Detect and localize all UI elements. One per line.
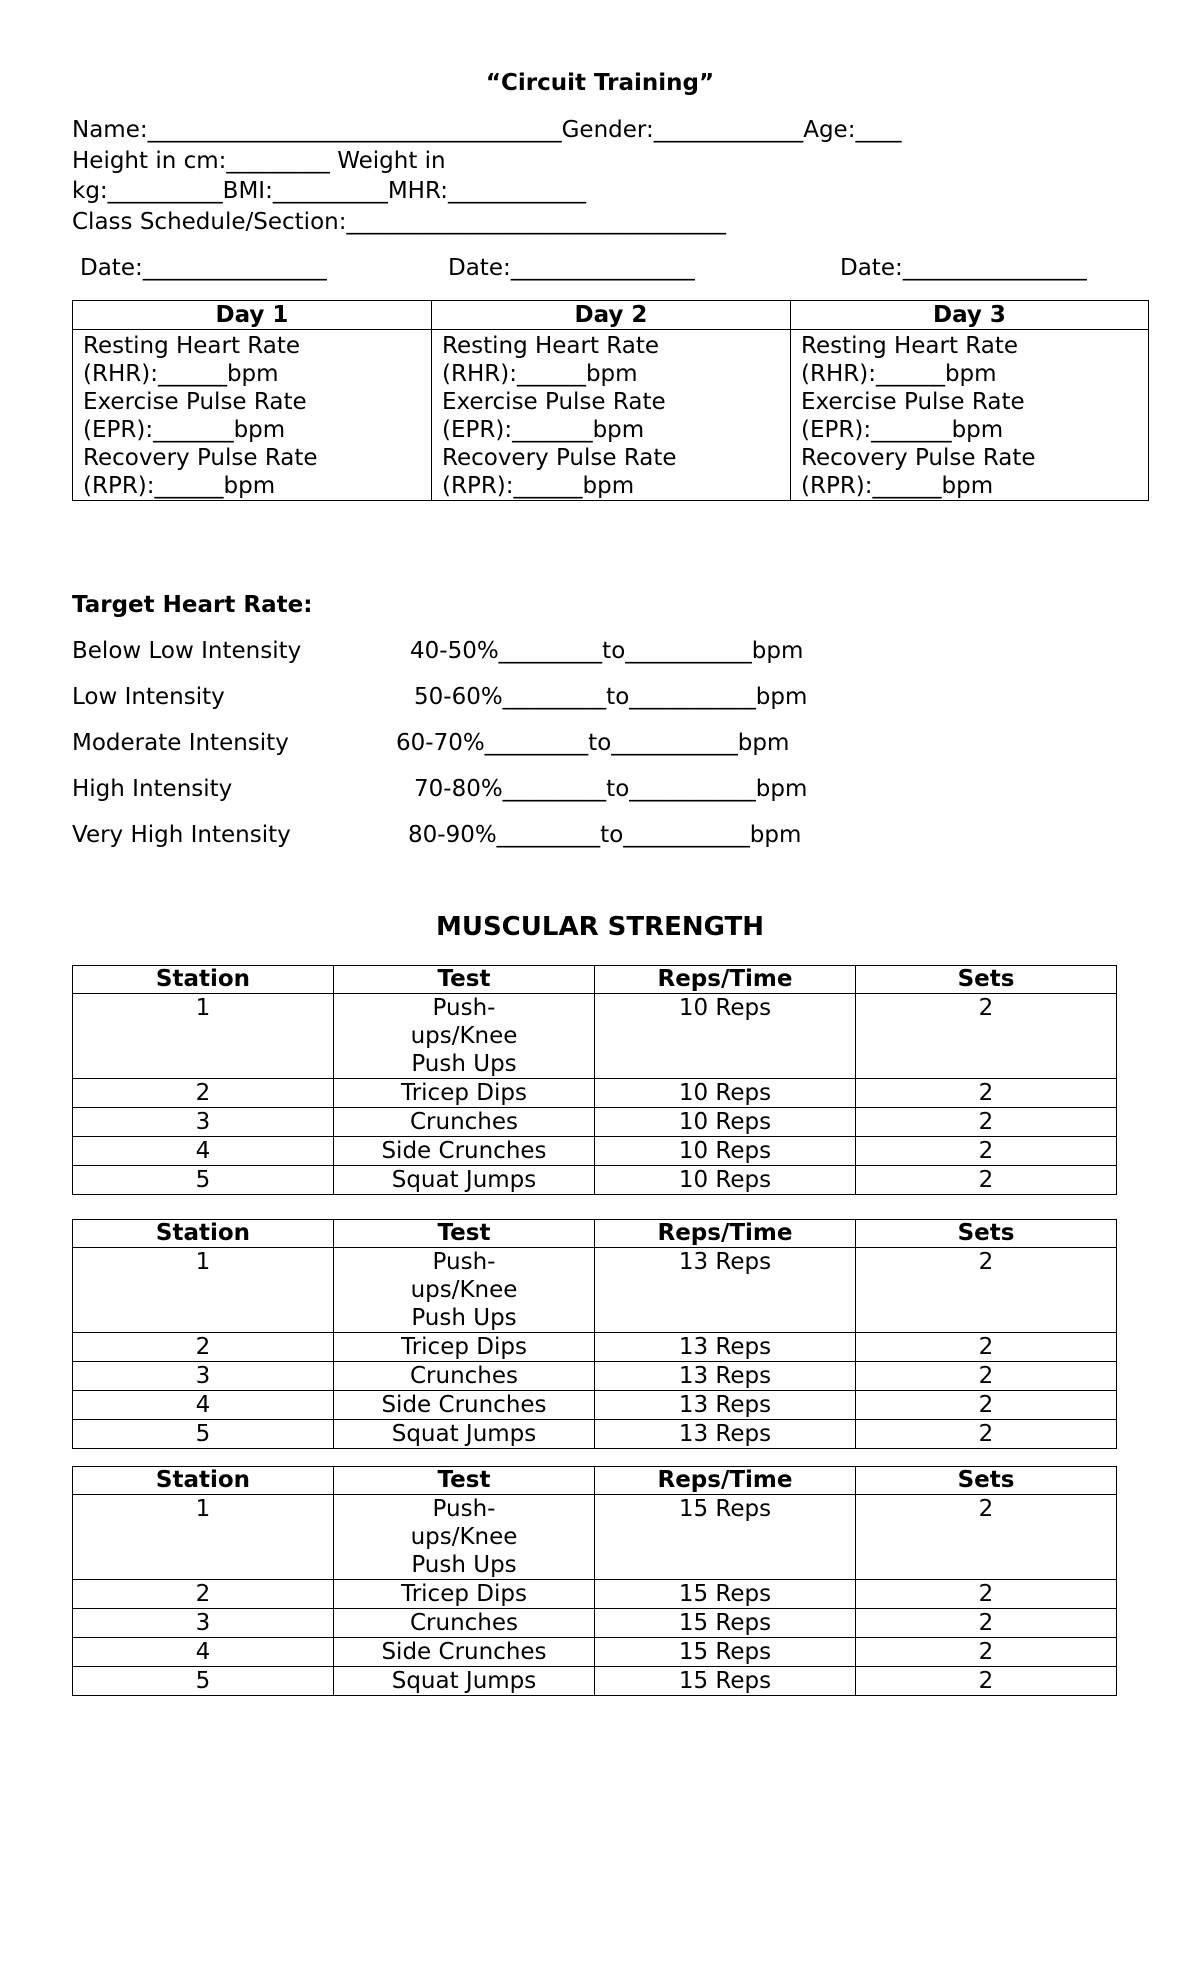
test-cell: Side Crunches: [334, 1638, 595, 1667]
column-header: Station: [73, 1220, 334, 1248]
table-row: [73, 1166, 1117, 1195]
sets-cell: 2: [856, 1420, 1117, 1449]
intensity-label: Low Intensity: [72, 684, 225, 710]
rhr-label: Resting Heart Rate: [442, 333, 660, 359]
rpr-label: Recovery Pulse Rate: [801, 445, 1036, 471]
table-row: [73, 1108, 1117, 1137]
day-header: Day 2: [432, 301, 791, 330]
station-cell: 5: [73, 1667, 334, 1696]
rhr-field[interactable]: (RHR):______bpm: [442, 361, 638, 387]
rpr-field[interactable]: (RPR):______bpm: [801, 473, 994, 499]
sets-cell: 2: [856, 1079, 1117, 1108]
sets-cell: 2: [856, 1495, 1117, 1580]
test-cell: Side Crunches: [334, 1391, 595, 1420]
muscular-strength-heading: MUSCULAR STRENGTH: [435, 912, 765, 942]
sets-cell: 2: [856, 1108, 1117, 1137]
table-row: [73, 1391, 1117, 1420]
test-cell: Crunches: [334, 1609, 595, 1638]
table-row: [73, 994, 1117, 1079]
day-header: Day 1: [73, 301, 432, 330]
station-cell: 2: [73, 1333, 334, 1362]
reps-cell: 10 Reps: [595, 1108, 856, 1137]
station-cell: 1: [73, 994, 334, 1079]
column-header: Reps/Time: [595, 966, 856, 994]
intensity-label: Moderate Intensity: [72, 730, 289, 756]
test-cell: Squat Jumps: [334, 1166, 595, 1195]
sets-cell: 2: [856, 1667, 1117, 1696]
reps-cell: 13 Reps: [595, 1333, 856, 1362]
date-field-3[interactable]: Date:________________: [840, 255, 1087, 281]
sets-cell: 2: [856, 1609, 1117, 1638]
test-cell: Push-ups/Knee Push Ups: [334, 994, 595, 1079]
column-header: Sets: [856, 966, 1117, 994]
day-2-cell[interactable]: [432, 330, 791, 501]
sets-cell: 2: [856, 1166, 1117, 1195]
day-3-cell[interactable]: [791, 330, 1149, 501]
test-cell: Tricep Dips: [334, 1079, 595, 1108]
reps-cell: 10 Reps: [595, 1079, 856, 1108]
table-row: [73, 1667, 1117, 1696]
name-gender-age-field[interactable]: Name:____________________________________Gender:_____________Age:____: [72, 117, 902, 143]
station-cell: 4: [73, 1391, 334, 1420]
test-cell: Squat Jumps: [334, 1667, 595, 1696]
reps-cell: 15 Reps: [595, 1609, 856, 1638]
table-row: [73, 1638, 1117, 1667]
column-header: Reps/Time: [595, 1467, 856, 1495]
table-row: [73, 1420, 1117, 1449]
sets-cell: 2: [856, 1391, 1117, 1420]
column-header: Sets: [856, 1467, 1117, 1495]
reps-cell: 13 Reps: [595, 1420, 856, 1449]
station-cell: 1: [73, 1248, 334, 1333]
table-row: [73, 1580, 1117, 1609]
table-row: [73, 1495, 1117, 1580]
table-row: [73, 1362, 1117, 1391]
class-schedule-field[interactable]: Class Schedule/Section:_________________________________: [72, 209, 726, 235]
station-cell: 2: [73, 1580, 334, 1609]
table-row: [73, 1079, 1117, 1108]
intensity-range-field[interactable]: 80-90%_________to___________bpm: [408, 822, 802, 848]
date-field-2[interactable]: Date:________________: [448, 255, 695, 281]
day-header: Day 3: [791, 301, 1149, 330]
station-cell: 5: [73, 1420, 334, 1449]
test-cell: Crunches: [334, 1108, 595, 1137]
test-cell: Push-ups/Knee Push Ups: [334, 1495, 595, 1580]
intensity-label: Very High Intensity: [72, 822, 291, 848]
sets-cell: 2: [856, 1333, 1117, 1362]
table-row: [73, 1137, 1117, 1166]
sets-cell: 2: [856, 994, 1117, 1079]
epr-label: Exercise Pulse Rate: [83, 389, 307, 415]
reps-cell: 15 Reps: [595, 1495, 856, 1580]
station-cell: 5: [73, 1166, 334, 1195]
epr-field[interactable]: (EPR):_______bpm: [801, 417, 1004, 443]
column-header: Test: [334, 1467, 595, 1495]
page-title: “Circuit Training”: [485, 70, 715, 96]
reps-cell: 10 Reps: [595, 1137, 856, 1166]
column-header: Test: [334, 966, 595, 994]
day-1-cell[interactable]: [73, 330, 432, 501]
heart-rate-day-table: [72, 300, 1149, 501]
reps-cell: 10 Reps: [595, 1166, 856, 1195]
station-cell: 3: [73, 1362, 334, 1391]
station-cell: 1: [73, 1495, 334, 1580]
intensity-label: Below Low Intensity: [72, 638, 302, 664]
intensity-label: High Intensity: [72, 776, 233, 802]
column-header: Test: [334, 1220, 595, 1248]
intensity-range-field[interactable]: 50-60%_________to___________bpm: [414, 684, 808, 710]
column-header: Station: [73, 966, 334, 994]
reps-cell: 15 Reps: [595, 1580, 856, 1609]
epr-field[interactable]: (EPR):_______bpm: [442, 417, 645, 443]
sets-cell: 2: [856, 1362, 1117, 1391]
epr-label: Exercise Pulse Rate: [801, 389, 1025, 415]
rhr-label: Resting Heart Rate: [801, 333, 1019, 359]
sets-cell: 2: [856, 1580, 1117, 1609]
height-weight-field[interactable]: Height in cm:_________ Weight in: [72, 148, 446, 174]
reps-cell: 13 Reps: [595, 1391, 856, 1420]
test-cell: Crunches: [334, 1362, 595, 1391]
station-cell: 4: [73, 1638, 334, 1667]
reps-cell: 15 Reps: [595, 1667, 856, 1696]
station-cell: 2: [73, 1079, 334, 1108]
rpr-label: Recovery Pulse Rate: [442, 445, 677, 471]
sets-cell: 2: [856, 1248, 1117, 1333]
epr-label: Exercise Pulse Rate: [442, 389, 666, 415]
strength-table-3: [72, 1466, 1117, 1696]
table-row: [73, 1248, 1117, 1333]
intensity-range-field[interactable]: 70-80%_________to___________bpm: [414, 776, 808, 802]
strength-table-1: [72, 965, 1117, 1195]
reps-cell: 10 Reps: [595, 994, 856, 1079]
date-field-1[interactable]: Date:________________: [80, 255, 327, 281]
test-cell: Tricep Dips: [334, 1580, 595, 1609]
rpr-label: Recovery Pulse Rate: [83, 445, 318, 471]
column-header: Station: [73, 1467, 334, 1495]
station-cell: 4: [73, 1137, 334, 1166]
test-cell: Tricep Dips: [334, 1333, 595, 1362]
sets-cell: 2: [856, 1137, 1117, 1166]
reps-cell: 13 Reps: [595, 1248, 856, 1333]
strength-table-2: [72, 1219, 1117, 1449]
table-row: [73, 1333, 1117, 1362]
kg-bmi-mhr-field[interactable]: kg:__________BMI:__________MHR:____________: [72, 178, 586, 204]
rhr-label: Resting Heart Rate: [83, 333, 301, 359]
test-cell: Push-ups/Knee Push Ups: [334, 1248, 595, 1333]
sets-cell: 2: [856, 1638, 1117, 1667]
intensity-range-field[interactable]: 60-70%_________to___________bpm: [396, 730, 790, 756]
rhr-field[interactable]: (RHR):______bpm: [83, 361, 279, 387]
reps-cell: 13 Reps: [595, 1362, 856, 1391]
target-heart-rate-heading: Target Heart Rate:: [72, 592, 313, 618]
test-cell: Side Crunches: [334, 1137, 595, 1166]
column-header: Sets: [856, 1220, 1117, 1248]
rpr-field[interactable]: (RPR):______bpm: [83, 473, 276, 499]
test-cell: Squat Jumps: [334, 1420, 595, 1449]
rpr-field[interactable]: (RPR):______bpm: [442, 473, 635, 499]
station-cell: 3: [73, 1609, 334, 1638]
reps-cell: 15 Reps: [595, 1638, 856, 1667]
table-row: [73, 1609, 1117, 1638]
epr-field[interactable]: (EPR):_______bpm: [83, 417, 286, 443]
column-header: Reps/Time: [595, 1220, 856, 1248]
rhr-field[interactable]: (RHR):______bpm: [801, 361, 997, 387]
intensity-range-field[interactable]: 40-50%_________to___________bpm: [410, 638, 804, 664]
station-cell: 3: [73, 1108, 334, 1137]
